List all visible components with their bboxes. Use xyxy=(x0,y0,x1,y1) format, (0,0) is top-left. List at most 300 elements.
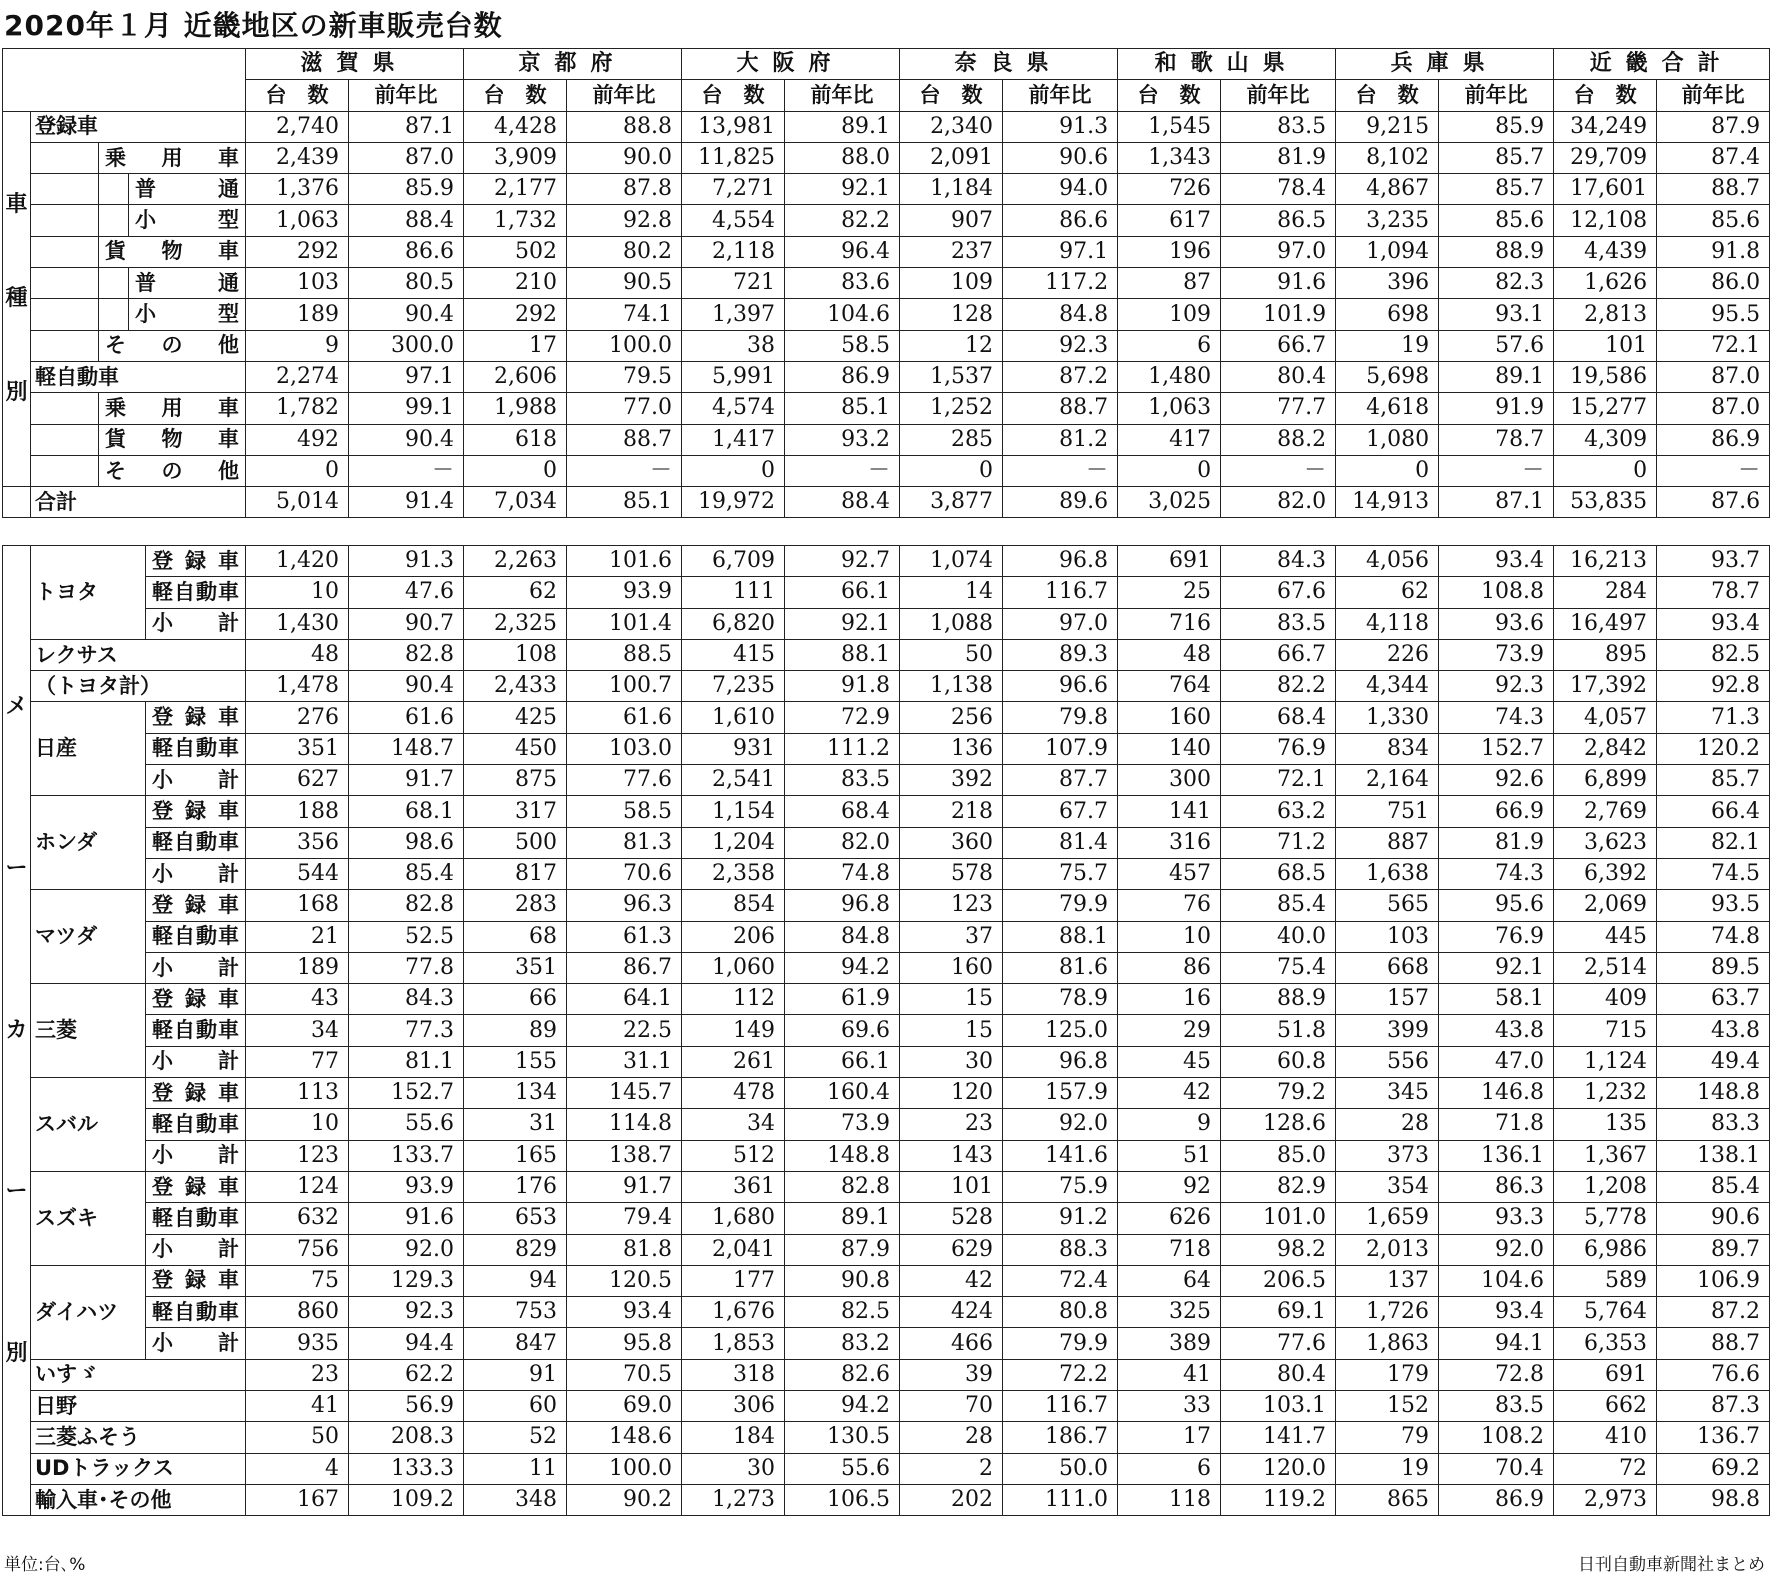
count-cell: 68 xyxy=(464,921,567,952)
ratio-cell: 81.1 xyxy=(349,1046,464,1077)
ratio-cell: 96.3 xyxy=(567,890,682,921)
ratio-cell: 74.1 xyxy=(567,299,682,330)
ratio-cell: 300.0 xyxy=(349,330,464,361)
ratio-cell: 111.0 xyxy=(1003,1484,1118,1515)
sub-label: 登録車 xyxy=(146,1078,246,1109)
count-cell: 2 xyxy=(900,1453,1003,1484)
ratio-cell: 80.4 xyxy=(1221,1359,1336,1390)
count-cell: 361 xyxy=(682,1171,785,1202)
ratio-cell: 75.7 xyxy=(1003,858,1118,889)
sub-label: 軽自動車 xyxy=(146,1203,246,1234)
prefecture-header: 近畿合計 xyxy=(1554,49,1770,80)
count-cell: 0 xyxy=(1336,455,1439,486)
ratio-cell: 58.5 xyxy=(785,330,900,361)
ratio-cell: 71.3 xyxy=(1657,702,1770,733)
count-cell: 4,428 xyxy=(464,111,567,142)
vehicle-type-side-label-char: 種 xyxy=(5,285,28,311)
count-cell: 16,497 xyxy=(1554,608,1657,639)
ratio-cell: 80.2 xyxy=(567,236,682,267)
count-cell: 351 xyxy=(464,952,567,983)
count-cell: 50 xyxy=(900,639,1003,670)
count-cell: 10 xyxy=(246,1109,349,1140)
count-cell: 86 xyxy=(1118,952,1221,983)
ratio-cell: 99.1 xyxy=(349,393,464,424)
count-cell: 3,025 xyxy=(1118,487,1221,518)
count-cell: 60 xyxy=(464,1391,567,1422)
sub-label: 小計 xyxy=(146,952,246,983)
count-cell: 226 xyxy=(1336,639,1439,670)
count-cell: 1,080 xyxy=(1336,424,1439,455)
count-cell: 4 xyxy=(246,1453,349,1484)
count-cell: 721 xyxy=(682,268,785,299)
maker-row xyxy=(3,1422,1770,1453)
ratio-cell: 74.5 xyxy=(1657,858,1770,889)
ratio-cell: 40.0 xyxy=(1221,921,1336,952)
ratio-cell: 89.3 xyxy=(1003,639,1118,670)
ratio-cell: 92.1 xyxy=(785,174,900,205)
count-cell: 847 xyxy=(464,1328,567,1359)
maker-row xyxy=(3,984,1770,1015)
source-note: 日刊自動車新聞社まとめ xyxy=(1578,1555,1765,1575)
count-cell: 23 xyxy=(900,1109,1003,1140)
ratio-cell: 92.8 xyxy=(567,205,682,236)
count-cell: 37 xyxy=(900,921,1003,952)
maker-row xyxy=(3,1391,1770,1422)
count-cell: 931 xyxy=(682,733,785,764)
ratio-cell: 87.0 xyxy=(349,142,464,173)
count-cell: 1,367 xyxy=(1554,1140,1657,1171)
ratio-cell: 108.8 xyxy=(1439,577,1554,608)
ratio-cell: 52.5 xyxy=(349,921,464,952)
count-cell: 39 xyxy=(900,1359,1003,1390)
table-row xyxy=(3,174,1770,205)
maker-side-label-char: ー xyxy=(5,855,28,881)
count-cell: 4,057 xyxy=(1554,702,1657,733)
count-cell: 1,417 xyxy=(682,424,785,455)
ratio-cell: 84.3 xyxy=(349,984,464,1015)
ratio-cell: 79.9 xyxy=(1003,890,1118,921)
count-cell: 42 xyxy=(1118,1078,1221,1109)
ratio-cell: 86.6 xyxy=(349,236,464,267)
maker-name: 日野 xyxy=(31,1391,246,1422)
ratio-cell: 86.9 xyxy=(1439,1484,1554,1515)
count-cell: 718 xyxy=(1118,1234,1221,1265)
ratio-cell: 68.5 xyxy=(1221,858,1336,889)
ratio-cell: 90.2 xyxy=(567,1484,682,1515)
ratio-cell: 73.9 xyxy=(1439,639,1554,670)
count-cell: 1,480 xyxy=(1118,361,1221,392)
ratio-cell: 206.5 xyxy=(1221,1265,1336,1296)
ratio-cell: 97.1 xyxy=(349,361,464,392)
ratio-cell: 58.1 xyxy=(1439,984,1554,1015)
sub-label: 軽自動車 xyxy=(146,827,246,858)
count-cell: 25 xyxy=(1118,577,1221,608)
count-cell: 5,778 xyxy=(1554,1203,1657,1234)
count-cell: 149 xyxy=(682,1015,785,1046)
ratio-cell: 91.3 xyxy=(1003,111,1118,142)
maker-row xyxy=(3,827,1770,858)
count-cell: 617 xyxy=(1118,205,1221,236)
sub-label: 小計 xyxy=(146,1140,246,1171)
count-cell: 137 xyxy=(1336,1265,1439,1296)
ratio-cell: 82.8 xyxy=(785,1171,900,1202)
ratio-cell: 62.2 xyxy=(349,1359,464,1390)
count-cell: 124 xyxy=(246,1171,349,1202)
ratio-cell: 79.4 xyxy=(567,1203,682,1234)
count-cell: 392 xyxy=(900,765,1003,796)
table-row xyxy=(3,299,1770,330)
ratio-cell: 141.7 xyxy=(1221,1422,1336,1453)
ratio-cell: 72.1 xyxy=(1221,765,1336,796)
ratio-cell: 96.6 xyxy=(1003,671,1118,702)
ratio-cell: 91.8 xyxy=(785,671,900,702)
ratio-cell: 50.0 xyxy=(1003,1453,1118,1484)
ratio-cell: 93.4 xyxy=(1439,546,1554,577)
count-cell: 1,626 xyxy=(1554,268,1657,299)
ratio-cell: － xyxy=(567,455,682,486)
ratio-cell: 77.0 xyxy=(567,393,682,424)
ratio-cell: 88.7 xyxy=(1657,174,1770,205)
ratio-cell: 91.3 xyxy=(349,546,464,577)
count-cell: 626 xyxy=(1118,1203,1221,1234)
count-cell: 632 xyxy=(246,1203,349,1234)
table-row xyxy=(3,455,1770,486)
count-cell: 120 xyxy=(900,1078,1003,1109)
count-cell: 111 xyxy=(682,577,785,608)
count-cell: 112 xyxy=(682,984,785,1015)
count-cell: 1,252 xyxy=(900,393,1003,424)
count-cell: 118 xyxy=(1118,1484,1221,1515)
ratio-cell: 71.8 xyxy=(1439,1109,1554,1140)
count-cell: 2,813 xyxy=(1554,299,1657,330)
count-cell: 1,124 xyxy=(1554,1046,1657,1077)
sub-label: 小計 xyxy=(146,1234,246,1265)
ratio-cell: 86.0 xyxy=(1657,268,1770,299)
maker-row xyxy=(3,796,1770,827)
ratio-cell: 90.8 xyxy=(785,1265,900,1296)
ratio-cell: 67.7 xyxy=(1003,796,1118,827)
sub-label: 登録車 xyxy=(146,1171,246,1202)
count-cell: 753 xyxy=(464,1297,567,1328)
table-row xyxy=(3,424,1770,455)
count-cell: 218 xyxy=(900,796,1003,827)
count-cell: 16 xyxy=(1118,984,1221,1015)
ratio-cell: 106.9 xyxy=(1657,1265,1770,1296)
count-header: 台 数 xyxy=(1118,80,1221,111)
sub-label: 登録車 xyxy=(146,796,246,827)
ratio-cell: 93.5 xyxy=(1657,890,1770,921)
ratio-cell: 91.6 xyxy=(1221,268,1336,299)
ratio-cell: 138.1 xyxy=(1657,1140,1770,1171)
count-cell: 109 xyxy=(1118,299,1221,330)
maker-row xyxy=(3,546,1770,577)
ratio-cell: 84.8 xyxy=(785,921,900,952)
ratio-cell: 47.0 xyxy=(1439,1046,1554,1077)
indent-cell xyxy=(31,455,99,486)
maker-table xyxy=(2,545,1770,1516)
count-cell: 399 xyxy=(1336,1015,1439,1046)
ratio-cell: 79.9 xyxy=(1003,1328,1118,1359)
count-cell: 31 xyxy=(464,1109,567,1140)
ratio-cell: 78.7 xyxy=(1657,577,1770,608)
ratio-cell: 86.6 xyxy=(1003,205,1118,236)
ratio-cell: 75.4 xyxy=(1221,952,1336,983)
ratio-cell: 88.7 xyxy=(567,424,682,455)
ratio-cell: 87.1 xyxy=(1439,487,1554,518)
count-cell: 14 xyxy=(900,577,1003,608)
count-cell: 1,726 xyxy=(1336,1297,1439,1328)
ratio-cell: 111.2 xyxy=(785,733,900,764)
count-cell: 0 xyxy=(464,455,567,486)
ratio-cell: 92.1 xyxy=(785,608,900,639)
ratio-cell: 96.8 xyxy=(1003,1046,1118,1077)
count-cell: 854 xyxy=(682,890,785,921)
count-cell: 17 xyxy=(1118,1422,1221,1453)
ratio-cell: 70.4 xyxy=(1439,1453,1554,1484)
count-cell: 1,063 xyxy=(246,205,349,236)
maker-row xyxy=(3,1203,1770,1234)
ratio-cell: 109.2 xyxy=(349,1484,464,1515)
count-cell: 189 xyxy=(246,952,349,983)
sub-label: 小計 xyxy=(146,608,246,639)
ratio-cell: 88.7 xyxy=(1657,1328,1770,1359)
count-cell: 528 xyxy=(900,1203,1003,1234)
ratio-cell: 61.9 xyxy=(785,984,900,1015)
count-cell: 4,439 xyxy=(1554,236,1657,267)
ratio-cell: 90.6 xyxy=(1657,1203,1770,1234)
count-cell: 2,541 xyxy=(682,765,785,796)
count-cell: 261 xyxy=(682,1046,785,1077)
ratio-cell: 74.8 xyxy=(1657,921,1770,952)
count-cell: 834 xyxy=(1336,733,1439,764)
row-label: 貨物車 xyxy=(99,236,246,267)
ratio-cell: 91.7 xyxy=(567,1171,682,1202)
count-cell: 4,618 xyxy=(1336,393,1439,424)
ratio-cell: 92.6 xyxy=(1439,765,1554,796)
ratio-cell: 55.6 xyxy=(785,1453,900,1484)
table-row xyxy=(3,268,1770,299)
indent-cell xyxy=(31,424,99,455)
ratio-cell: 90.6 xyxy=(1003,142,1118,173)
count-cell: 1,853 xyxy=(682,1328,785,1359)
maker-row xyxy=(3,1171,1770,1202)
count-cell: 206 xyxy=(682,921,785,952)
ratio-cell: 89.6 xyxy=(1003,487,1118,518)
maker-name: 輸入車･その他 xyxy=(31,1484,246,1515)
count-cell: 2,177 xyxy=(464,174,567,205)
count-cell: 1,638 xyxy=(1336,858,1439,889)
ratio-cell: 87.0 xyxy=(1657,393,1770,424)
ratio-cell: 94.0 xyxy=(1003,174,1118,205)
count-cell: 1,138 xyxy=(900,671,1003,702)
ratio-cell: 104.6 xyxy=(1439,1265,1554,1296)
count-cell: 1,204 xyxy=(682,827,785,858)
ratio-cell: 63.7 xyxy=(1657,984,1770,1015)
count-cell: 29 xyxy=(1118,1015,1221,1046)
count-cell: 34,249 xyxy=(1554,111,1657,142)
count-cell: 6,820 xyxy=(682,608,785,639)
count-cell: 13,981 xyxy=(682,111,785,142)
ratio-cell: 90.4 xyxy=(349,671,464,702)
ratio-cell: 90.7 xyxy=(349,608,464,639)
ratio-cell: 66.7 xyxy=(1221,330,1336,361)
ratio-cell: 78.7 xyxy=(1439,424,1554,455)
maker-row xyxy=(3,1078,1770,1109)
count-cell: 4,309 xyxy=(1554,424,1657,455)
count-cell: 544 xyxy=(246,858,349,889)
prefecture-header: 滋賀県 xyxy=(246,49,464,80)
maker-name: いすゞ xyxy=(31,1359,246,1390)
count-cell: 135 xyxy=(1554,1109,1657,1140)
ratio-cell: 82.0 xyxy=(785,827,900,858)
maker-row xyxy=(3,1015,1770,1046)
prefecture-header: 奈良県 xyxy=(900,49,1118,80)
count-cell: 43 xyxy=(246,984,349,1015)
ratio-cell: 120.0 xyxy=(1221,1453,1336,1484)
count-cell: 5,764 xyxy=(1554,1297,1657,1328)
ratio-cell: 83.5 xyxy=(1221,111,1336,142)
ratio-cell: 81.3 xyxy=(567,827,682,858)
count-cell: 33 xyxy=(1118,1391,1221,1422)
count-cell: 4,867 xyxy=(1336,174,1439,205)
count-header: 台 数 xyxy=(246,80,349,111)
count-cell: 2,013 xyxy=(1336,1234,1439,1265)
ratio-cell: 86.5 xyxy=(1221,205,1336,236)
count-cell: 283 xyxy=(464,890,567,921)
ratio-cell: 82.9 xyxy=(1221,1171,1336,1202)
maker-name: スズキ xyxy=(31,1171,146,1265)
ratio-cell: 89.7 xyxy=(1657,1234,1770,1265)
count-cell: 91 xyxy=(464,1359,567,1390)
count-cell: 2,069 xyxy=(1554,890,1657,921)
ratio-cell: 49.4 xyxy=(1657,1046,1770,1077)
ratio-cell: 92.8 xyxy=(1657,671,1770,702)
maker-name: トヨタ xyxy=(31,546,146,640)
count-cell: 1,273 xyxy=(682,1484,785,1515)
ratio-cell: － xyxy=(1657,455,1770,486)
ratio-cell: 61.6 xyxy=(567,702,682,733)
count-cell: 28 xyxy=(1336,1109,1439,1140)
ratio-cell: 85.9 xyxy=(349,174,464,205)
ratio-cell: 93.1 xyxy=(1439,299,1554,330)
table-row xyxy=(3,393,1770,424)
ratio-cell: 208.3 xyxy=(349,1422,464,1453)
count-cell: 325 xyxy=(1118,1297,1221,1328)
table-row xyxy=(3,142,1770,173)
maker-row xyxy=(3,921,1770,952)
ratio-cell: 87.7 xyxy=(1003,765,1118,796)
count-cell: 34 xyxy=(682,1109,785,1140)
count-cell: 30 xyxy=(682,1453,785,1484)
prefecture-header: 兵庫県 xyxy=(1336,49,1554,80)
row-label: 乗用車 xyxy=(99,142,246,173)
count-cell: 2,514 xyxy=(1554,952,1657,983)
ratio-cell: 85.7 xyxy=(1439,174,1554,205)
unit-note: 単位:台､% xyxy=(4,1555,86,1575)
ratio-cell: 97.1 xyxy=(1003,236,1118,267)
ratio-cell: 57.6 xyxy=(1439,330,1554,361)
count-cell: 160 xyxy=(1118,702,1221,733)
ratio-cell: 108.2 xyxy=(1439,1422,1554,1453)
count-cell: 123 xyxy=(246,1140,349,1171)
indent-cell xyxy=(3,487,31,518)
count-cell: 317 xyxy=(464,796,567,827)
count-cell: 756 xyxy=(246,1234,349,1265)
count-cell: 202 xyxy=(900,1484,1003,1515)
count-cell: 565 xyxy=(1336,890,1439,921)
count-cell: 716 xyxy=(1118,608,1221,639)
ratio-cell: 69.6 xyxy=(785,1015,900,1046)
count-cell: 764 xyxy=(1118,671,1221,702)
ratio-header: 前年比 xyxy=(567,80,682,111)
count-cell: 21 xyxy=(246,921,349,952)
ratio-cell: 63.2 xyxy=(1221,796,1336,827)
count-cell: 618 xyxy=(464,424,567,455)
ratio-cell: 79.2 xyxy=(1221,1078,1336,1109)
ratio-cell: 81.6 xyxy=(1003,952,1118,983)
count-cell: 1,376 xyxy=(246,174,349,205)
ratio-cell: 77.8 xyxy=(349,952,464,983)
ratio-cell: 93.4 xyxy=(1439,1297,1554,1328)
ratio-cell: 87.3 xyxy=(1657,1391,1770,1422)
count-cell: 300 xyxy=(1118,765,1221,796)
ratio-cell: 47.6 xyxy=(349,577,464,608)
ratio-cell: 133.3 xyxy=(349,1453,464,1484)
ratio-cell: 85.7 xyxy=(1657,765,1770,796)
indent-cell xyxy=(31,393,99,424)
ratio-cell: 81.9 xyxy=(1221,142,1336,173)
ratio-cell: 66.1 xyxy=(785,577,900,608)
ratio-cell: 88.5 xyxy=(567,639,682,670)
maker-row xyxy=(3,858,1770,889)
ratio-cell: 93.6 xyxy=(1439,608,1554,639)
count-cell: 715 xyxy=(1554,1015,1657,1046)
ratio-cell: 43.8 xyxy=(1657,1015,1770,1046)
ratio-cell: 88.8 xyxy=(567,111,682,142)
count-cell: 41 xyxy=(1118,1359,1221,1390)
sub-label: 軽自動車 xyxy=(146,1015,246,1046)
ratio-cell: 69.2 xyxy=(1657,1453,1770,1484)
count-cell: 165 xyxy=(464,1140,567,1171)
ratio-cell: 82.6 xyxy=(785,1359,900,1390)
maker-name: ダイハツ xyxy=(31,1265,146,1359)
ratio-header: 前年比 xyxy=(1439,80,1554,111)
count-cell: 75 xyxy=(246,1265,349,1296)
count-cell: 935 xyxy=(246,1328,349,1359)
prefecture-header: 大阪府 xyxy=(682,49,900,80)
count-cell: 19 xyxy=(1336,1453,1439,1484)
vehicle-type-side-label-char: 車 xyxy=(5,191,28,217)
count-cell: 4,574 xyxy=(682,393,785,424)
maker-row xyxy=(3,671,1770,702)
ratio-cell: 90.4 xyxy=(349,424,464,455)
ratio-cell: 69.1 xyxy=(1221,1297,1336,1328)
count-cell: 2,325 xyxy=(464,608,567,639)
ratio-cell: 96.4 xyxy=(785,236,900,267)
count-cell: 6,899 xyxy=(1554,765,1657,796)
ratio-header: 前年比 xyxy=(1221,80,1336,111)
count-cell: 1,343 xyxy=(1118,142,1221,173)
ratio-cell: 91.8 xyxy=(1657,236,1770,267)
count-cell: 2,340 xyxy=(900,111,1003,142)
ratio-cell: 93.4 xyxy=(567,1297,682,1328)
ratio-cell: 101.0 xyxy=(1221,1203,1336,1234)
row-label: 登録車 xyxy=(31,111,246,142)
count-cell: 668 xyxy=(1336,952,1439,983)
ratio-cell: 22.5 xyxy=(567,1015,682,1046)
ratio-cell: 69.0 xyxy=(567,1391,682,1422)
ratio-cell: 88.9 xyxy=(1439,236,1554,267)
